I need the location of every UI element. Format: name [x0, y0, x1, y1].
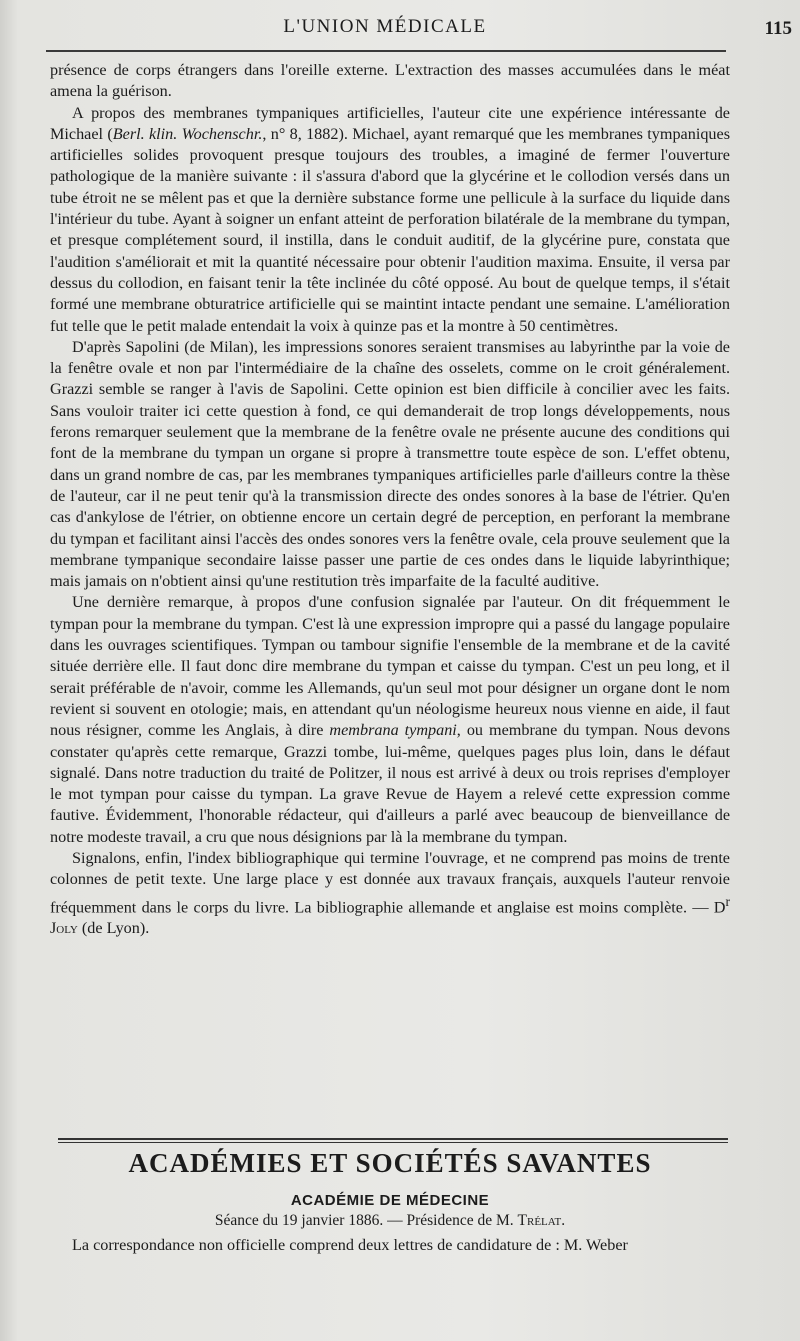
session-date: Séance du 19 janvier 1886. — Présidence de M. — [214, 1212, 518, 1229]
paragraph-3-text: D'après Sapolini (de Milan), les impressions sonores seraient transmises au labyrinthe par la voie de la fenêtre ovale et non par l'intermédiaire de la chaîne des osselets, comme on le croit généralement. Grazzi semble se ranger à l'avis de Sapolini. Cette opinion est bien difficile à concilier avec les faits. Sans vouloir traiter ici cette question à fond, ce qui demanderait de trop longs développements, nous ferons remarquer seulement que la membrane de la fenêtre ovale ne présente aucune des conditions qui font de la membrane du tympan un organe si propre à transmettre toute espèce de son. L'effet obtenu, dans un grand nombre de cas, par les membranes tympaniques artificielles parle d'ailleurs contre la thèse de l'auteur, car il ne peut tenir qu'à la transmission directe des ondes sonores à la base de l'étrier. Qu'en cas d'ankylose de l'étrier, on obtienne encore un certain degré de perception, en perforant la membrane du tympan et facilitant ainsi l'accès des ondes sonores vers la fenêtre ovale, cela prouve seulement que la membrane tympanique secondaire laisse passer une partie de ces ondes dans le liquide labyrinthique; mais jamais on n'obtient ainsi qu'une restitution très imparfaite de la faculté auditive. — [50, 337, 730, 591]
paragraph-5-text-end: (de Lyon). — [77, 919, 150, 938]
session-end: . — [561, 1212, 566, 1229]
doctor-abbrev-sup: r — [725, 893, 730, 909]
subsection-title: ACADÉMIE DE MÉDECINE — [290, 1192, 490, 1209]
paragraph-1 — [50, 60, 730, 103]
paragraph-4-text-start: Une dernière remarque, à propos d'une confusion signalée par l'auteur. On dit fréquemment le tympan pour la membrane du tympan. C'est là une expression impropre qui a passé du langage populaire dans les ouvrages scientifiques. Tympan ou tambour signifie l'ensemble de la membrane et de la cavité située derrière elle. Il faut donc dire membrane du tympan et caisse du tympan. C'est un peu long, et il serait préférable de n'avoir, comme les Allemands, qu'un seul mot pour désigner un organe dont le nom revient si souvent en otologie; mais, en attendant qu'un néologisme heureux nous vienne en aide, il faut nous résigner, comme les Anglais, à dire — [50, 593, 730, 740]
page-number: 115 — [764, 18, 792, 39]
session-line — [50, 1212, 730, 1230]
paragraph-2 — [50, 103, 730, 337]
running-title: L'UNION MÉDICALE — [283, 16, 487, 37]
paragraph-5 — [50, 848, 730, 940]
paragraph-3 — [50, 337, 730, 593]
session-president: Trélat — [517, 1212, 562, 1229]
correspondence-line: La correspondance non officielle comprend deux lettres de candidature de : M. Weber — [72, 1236, 628, 1254]
paragraph-1-text: présence de corps étrangers dans l'oreille externe. L'extraction des masses accumulées dans le méat amena la guérison. — [50, 61, 730, 101]
latin-term: membrana tympani — [329, 721, 457, 740]
page-header — [40, 16, 792, 46]
header-rule — [46, 50, 726, 52]
journal-citation: Berl. klin. Wochenschr. — [112, 124, 263, 143]
paragraph-2-text-start: A propos des membranes tympaniques artificielles, l'auteur cite une expérience intéressante de Michael ( — [50, 103, 730, 143]
section-rule — [58, 1138, 728, 1143]
paragraph-4-text-end: , ou membrane du tympan. Nous devons constater qu'après cette remarque, Grazzi tombe, lui-même, quelques pages plus loin, dans le défaut signalé. Dans notre traduction du traité de Politzer, il nous est arrivé à deux ou trois reprises d'employer le mot tympan pour caisse du tympan. La grave Revue de Hayem a relevé cette expression comme fautive. Évidemment, l'honorable rédacteur, qui d'ailleurs a parlé avec beaucoup de bienveillance de notre modeste travail, a cru que nous désignions par là la membrane du tympan. — [50, 721, 731, 846]
section-title: ACADÉMIES ET SOCIÉTÉS SAVANTES — [128, 1148, 652, 1178]
paragraph-5-text-start: Signalons, enfin, l'index bibliographique qui termine l'ouvrage, et ne comprend pas moins de trente colonnes de petit texte. Une large place y est donnée aux travaux français, auxquels l'auteur renvoie fréquemment dans le corps du livre. La bibliographie allemande et anglaise est moins complète. — D — [50, 848, 730, 916]
article-body — [50, 60, 730, 940]
paragraph-4 — [50, 592, 730, 848]
author-signature: Joly — [50, 919, 78, 938]
paragraph-2-text-end: , n° 8, 1882). Michael, ayant remarqué que les membranes tympaniques artificielles solides provoquent presque toujours des troubles, a imaginé de fermer l'ouverture pathologique de la manière suivante : il s'assura d'abord que la glycérine et le collodion versés dans un tube étroit ne se mêlent pas et que la dernière substance forme une pellicule à la surface du liquide dans l'intérieur du tube. Ayant à soigner un enfant atteint de perforation bilatérale de la membrane du tympan, et presque complétement sourd, il instilla, dans le conduit auditif, de la glycérine pure, constata que l'audition s'améliorait et mit la quantité nécessaire pour obtenir l'audition maxima. Ensuite, il versa par dessus du collodion, en faisant tenir la tête inclinée du côté opposé. Au bout de quelque temps, il s'était formé une membrane obturatrice artificielle qui se maintint intacte pendant une semaine. L'amélioration fut telle que le petit malade entendait la voix à quinze pas et la montre à 50 centimètres. — [50, 124, 731, 335]
